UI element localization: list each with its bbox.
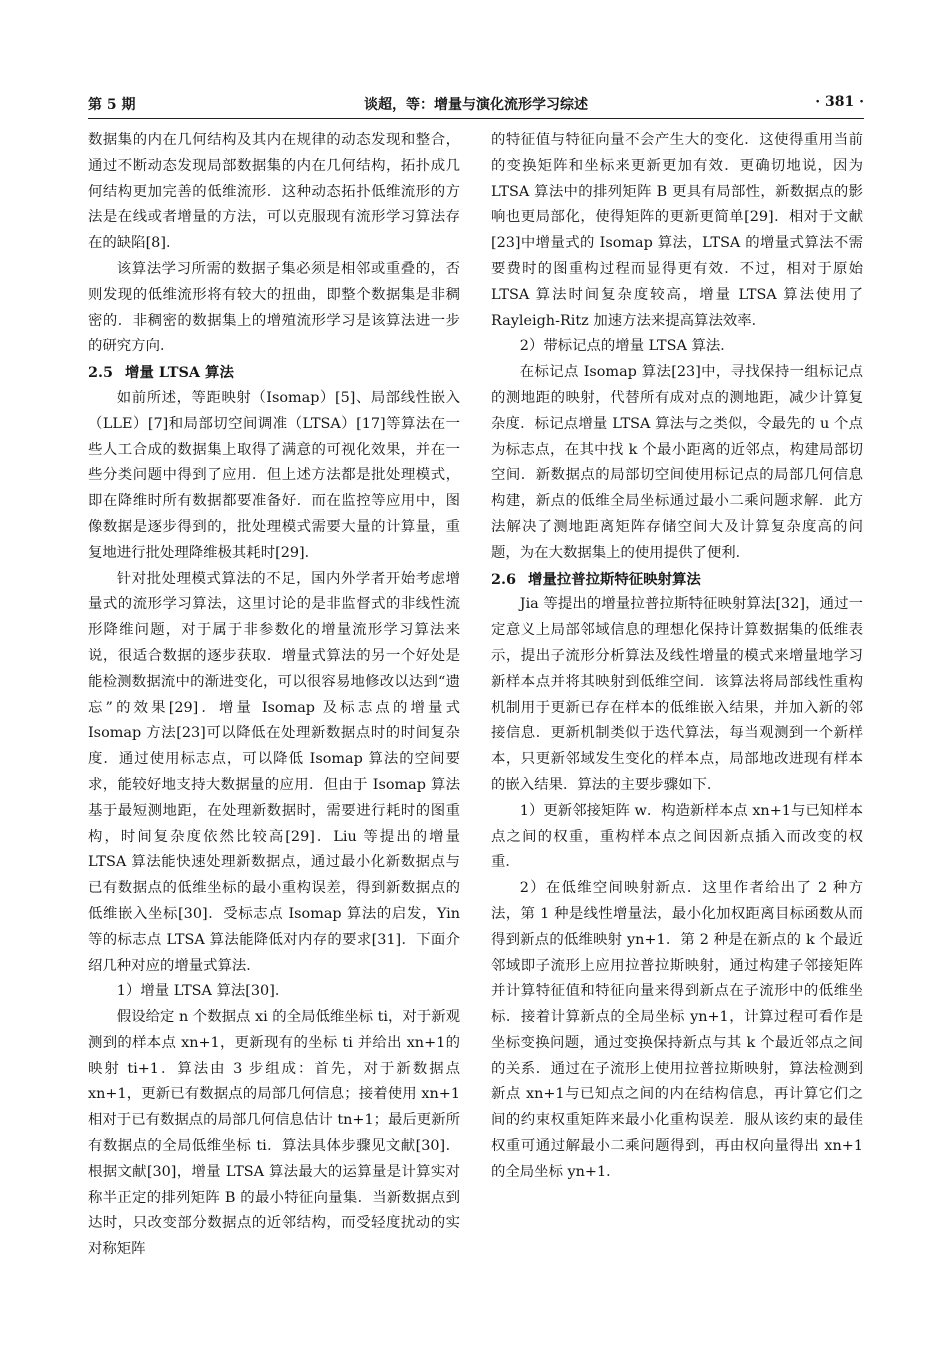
paragraph: 如前所述，等距映射（Isomap）[5]、局部线性嵌入（LLE）[7]和局部切空间调准（LTSA）[17]等算法在一些人工合成的数据集上取得了满意的可视化效果，并在一些分类问题中得到了应用．但上述方法都是批处理模式，即在降维时所有数据都要准备好．而在监控等应用中，图像数据是逐步得到的，批处理模式需要大量的计算量，重复地进行批处理降维极其耗时[29]． <box>88 389 460 561</box>
page-number: · 381 · <box>815 94 864 110</box>
section-number: 2.6 <box>491 570 517 588</box>
issue-number: 第 5 期 <box>88 97 136 113</box>
list-item: 2）带标记点的增量 LTSA 算法． <box>519 338 735 355</box>
left-column <box>88 128 460 1263</box>
running-title: 谈超，等：增量与演化流形学习综述 <box>364 97 588 113</box>
paragraph: 的特征值与特征向量不会产生大的变化．这使得重用当前的变换矩阵和坐标来更新更加有效．更确切地说，因为 LTSA 算法中的排列矩阵 B 更具有局部性，新数据点的影响也更局部化，使得矩阵的更新更简单[29]．相对于文献[23]中增量式的 Isomap 算法，LTSA 的增量式算法不需要费时的图重构过程而显得更有效．不过，相对于原始 LTSA 算法时间复杂度较高，增量 LTSA 算法使用了 Rayleigh-Ritz 加速方法来提高算法效率． <box>491 132 863 329</box>
section-heading-2-5 <box>88 360 460 386</box>
paragraph: 该算法学习所需的数据子集必须是相邻或重叠的，否则发现的低维流形将有较大的扭曲，即整个数据集是非稠密的．非稠密的数据集上的增殖流形学习是该算法进一步的研究方向． <box>88 260 460 355</box>
list-item: 2）在低维空间映射新点．这里作者给出了 2 种方法，第 1 种是线性增量法，最小化加权距离目标函数从而得到新点的低维映射 yn+1．第 2 种是在新点的 k 个最近邻域即子流形上应用拉普拉斯映射，通过构建子邻接矩阵并计算特征值和特征向量来得到新点在子流形中的低维坐标．接着计算新点的全局坐标 yn+1，计算过程可看作是坐标变换问题，通过变换保持新点与其 k 个最近邻点之间的关系．通过在子流形上使用拉普拉斯映射，算法检测到新点 xn+1与已知点之间的内在结构信息，再计算它们之间的约束权重矩阵来最小化重构误差．服从该约束的最佳权重可通过解最小二乘问题得到，再由权向量得出 xn+1的全局坐标 yn+1． <box>491 880 863 1180</box>
paragraph: 数据集的内在几何结构及其内在规律的动态发现和整合，通过不断动态发现局部数据集的内在几何结构，拓扑成几何结构更加完善的低维流形．这种动态拓扑低维流形的方法是在线或者增量的方法，可以克服现有流形学习算法存在的缺陷[8]． <box>88 132 460 252</box>
list-item: 1）增量 LTSA 算法[30]． <box>116 983 290 1000</box>
section-title: 增量拉普拉斯特征映射算法 <box>528 570 701 588</box>
section-title: 增量 LTSA 算法 <box>125 364 234 382</box>
paragraph: 在标记点 Isomap 算法[23]中，寻找保持一组标记点的测地距的映射，代替所有成对点的测地距，减少计算复杂度．标记点增量 LTSA 算法与之类似，令最先的 u 个点为标志点，在其中找 k 个最小距离的近邻点，构建局部切空间．新数据点的局部切空间使用标记点的局部几何信息构建，新点的低维全局坐标通过最小二乘问题求解．此方法解决了测地距离矩阵存储空间大及计算复杂度高的问题，为在大数据集上的使用提供了便利． <box>491 364 863 561</box>
section-heading-2-6 <box>491 567 863 593</box>
section-number: 2.5 <box>88 364 114 382</box>
right-column <box>491 128 863 1186</box>
paragraph: Jia 等提出的增量拉普拉斯特征映射算法[32]，通过一定意义上局部邻域信息的理想化保持计算数据集的低维表示，提出子流形分析算法及线性增量的模式来增量地学习新样本点并将其映射到低维空间．该算法将局部线性重构机制用于更新已存在样本的低维嵌入结果，并加入新的邻接信息．更新机制类似于迭代算法，每当观测到一个新样本，只更新邻域发生变化的样本点，局部地改进现有样本的嵌入结果．算法的主要步骤如下． <box>491 596 863 793</box>
list-item: 1）更新邻接矩阵 w．构造新样本点 xn+1与已知样本点之间的权重，重构样本点之间因新点插入而改变的权重． <box>491 802 863 871</box>
paragraph: 假设给定 n 个数据点 xi 的全局低维坐标 ti，对于新观测到的样本点 xn+1，更新现有的坐标 ti 并给出 xn+1的映射 ti+1．算法由 3 步组成：首先，对于新数据点 xn+1，更新已有数据点的局部几何信息；接着使用 xn+1 相对于已有数据点的局部几何信息估计 tn+1；最后更新所有数据点的全局低维坐标 ti．算法具体步骤见文献[30]．根据文献[30]，增量 LTSA 算法最大的运算量是计算实对称半正定的排列矩阵 B 的最小特征向量集．当新数据点到达时，只改变部分数据点的近邻结构，而受轻度扰动的实对称矩阵 <box>88 1009 460 1258</box>
running-header <box>88 92 864 119</box>
paragraph: 针对批处理模式算法的不足，国内外学者开始考虑增量式的流形学习算法，这里讨论的是非监督式的非线性流形降维问题，对于属于非参数化的增量流形学习算法来说，很适合数据的逐步获取．增量式算法的另一个好处是能检测数据流中的渐进变化，可以很容易地修改以达到“遗忘”的效果[29]．增量 Isomap 及标志点的增量式 Isomap 方法[23]可以降低在处理新数据点时的时间复杂度．通过使用标志点，可以降低 Isomap 算法的空间要求，能较好地支持大数据量的应用．但由于 Isomap 算法基于最短测地距，在处理新数据时，需要进行耗时的图重构，时间复杂度依然比较高[29]．Liu 等提出的增量 LTSA 算法能快速处理新数据点，通过最小化新数据点与已有数据点的低维坐标的最小重构误差，得到新数据点的低维嵌入坐标[30]．受标志点 Isomap 算法的启发，Yin 等的标志点 LTSA 算法能降低对内存的要求[31]．下面介绍几种对应的增量式算法． <box>88 570 460 974</box>
